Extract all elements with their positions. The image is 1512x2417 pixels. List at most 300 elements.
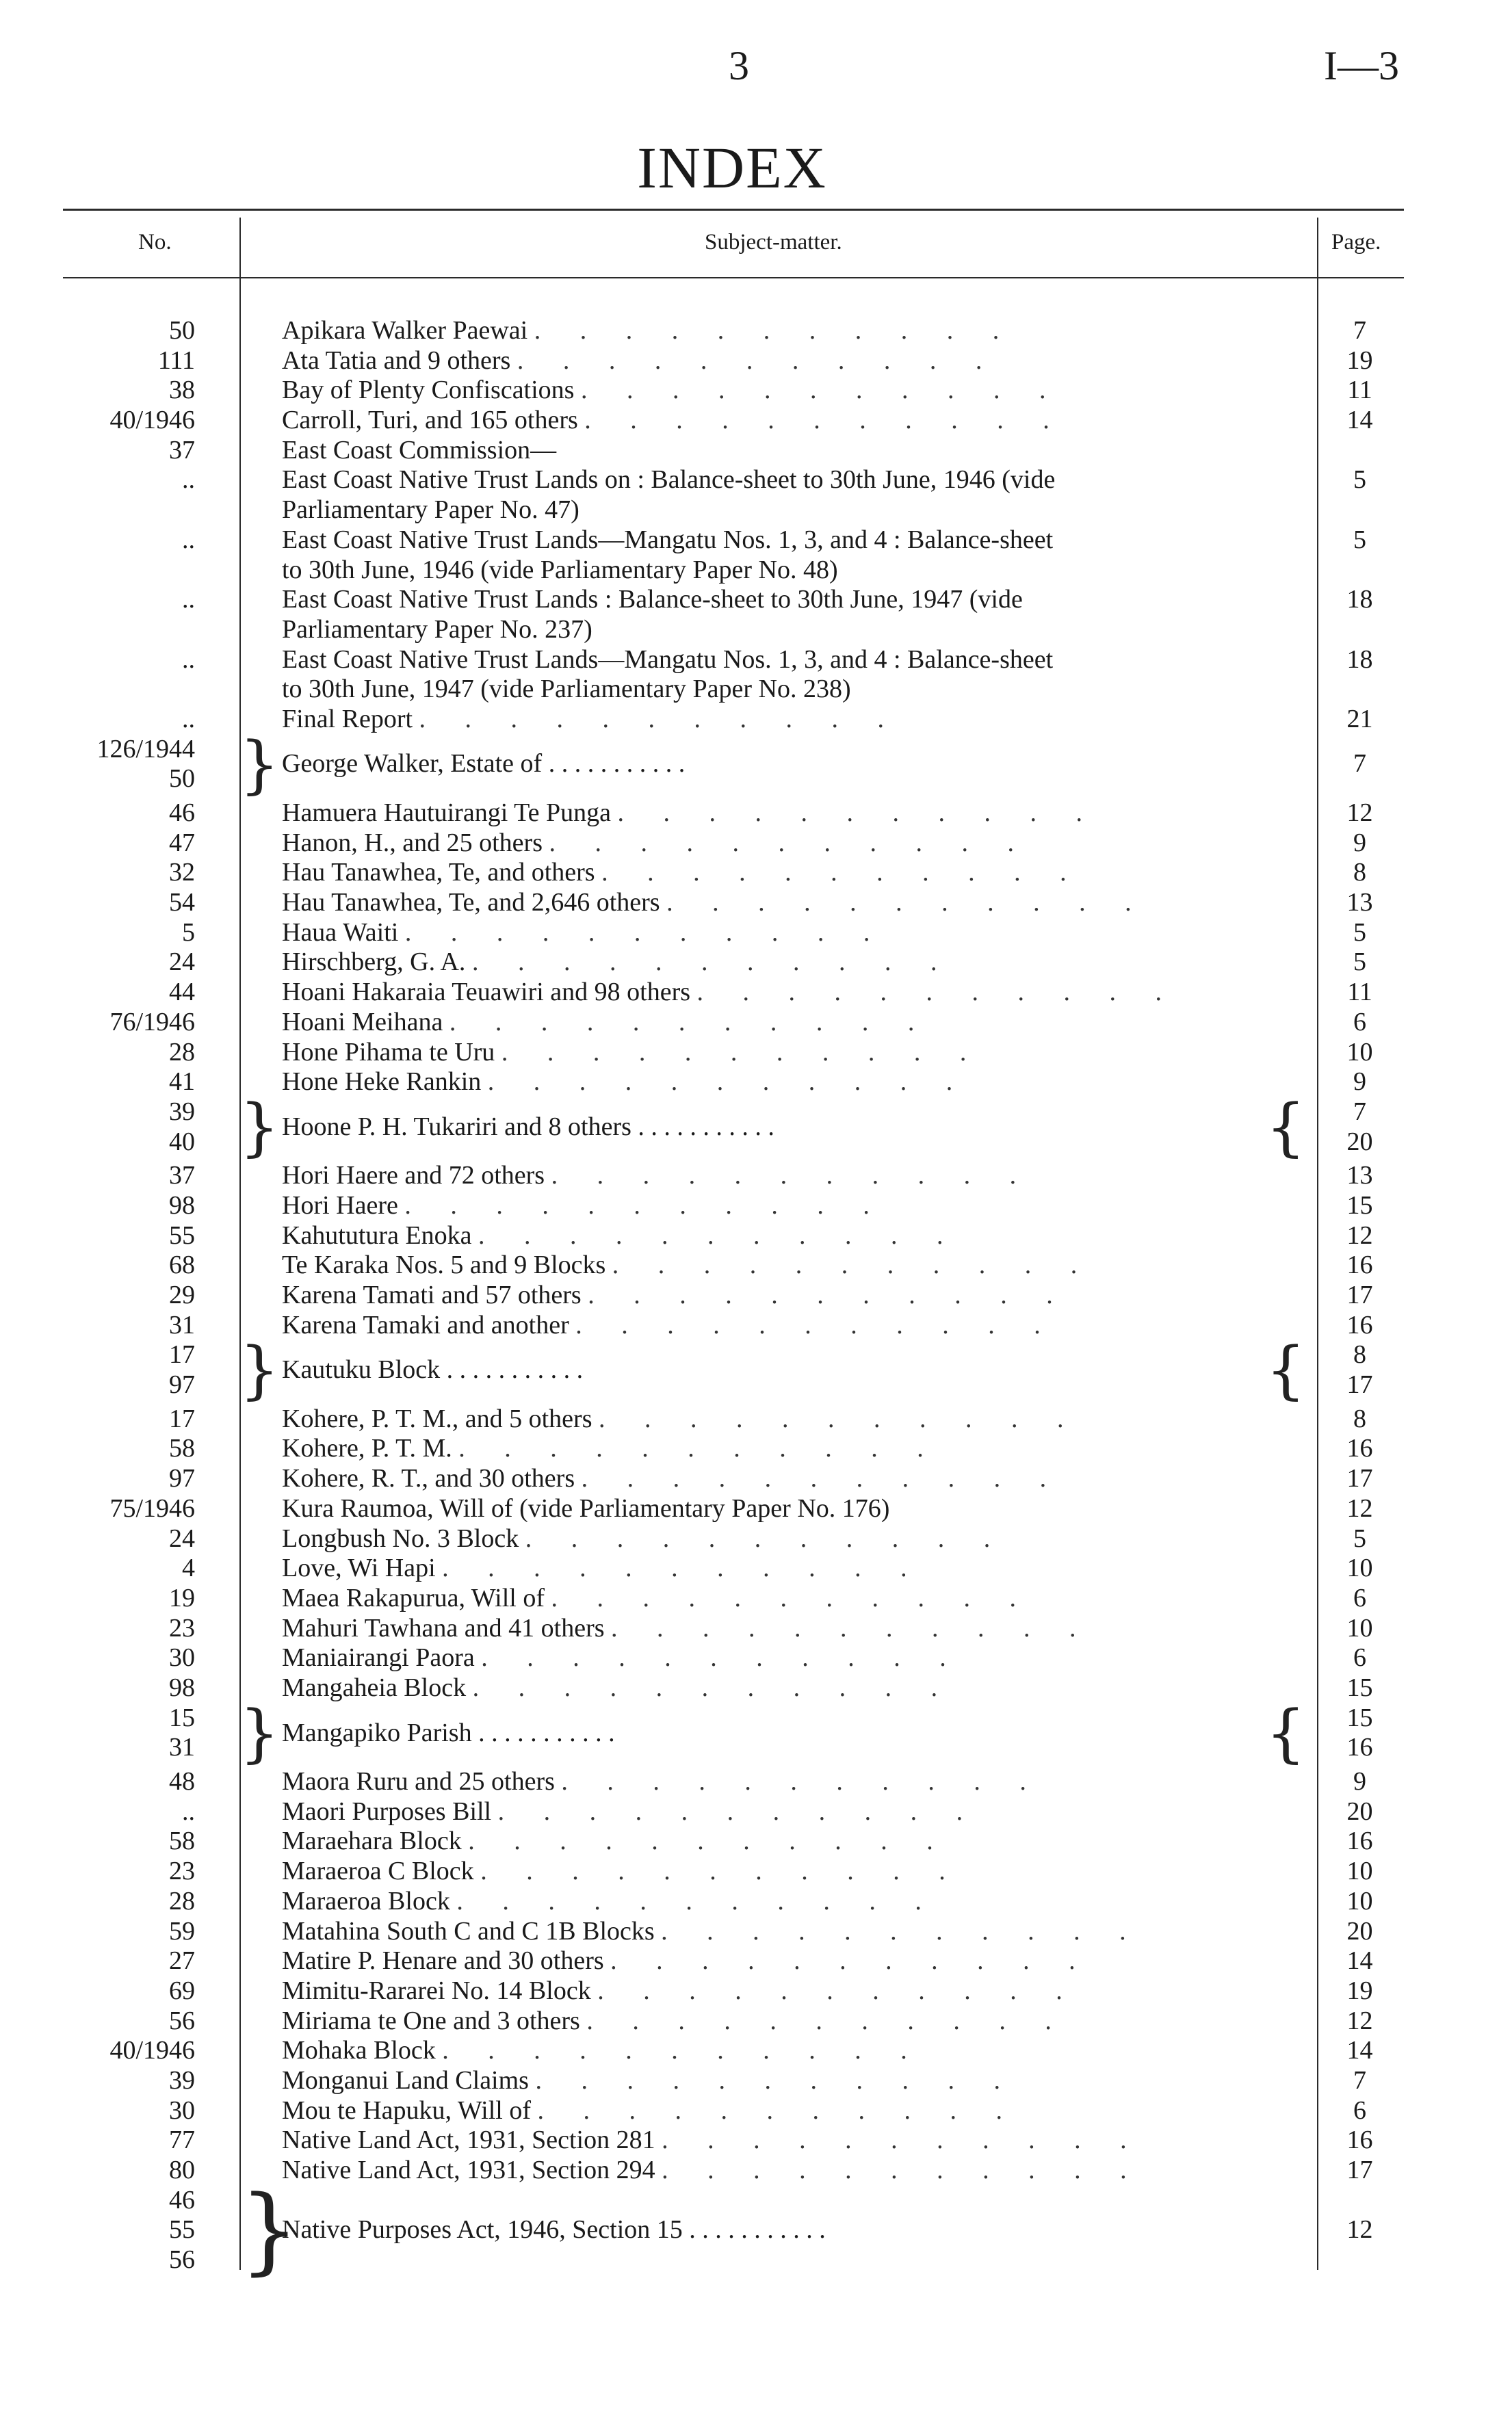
entry-subject-text: Maraehara Block (282, 1827, 462, 1856)
entry-subject (282, 918, 1301, 948)
entry-page: 7 (1353, 1097, 1366, 1126)
index-row (0, 495, 1512, 525)
entry-number: 44 (169, 978, 195, 1007)
entry-number: 17 (169, 1340, 195, 1370)
dot-leader: . . . . . . . . . . . (689, 2215, 826, 2245)
dot-leader: . . . . . . . . . . . (501, 1037, 983, 1067)
entry-subject (282, 1112, 774, 1142)
entry-subject-text: East Coast Native Trust Lands on : Balance-sheet to 30th June, 1946 (vide (282, 465, 1056, 495)
entry-page: 11 (1347, 978, 1372, 1007)
entry-subject (282, 1584, 1301, 1614)
entry-number: 50 (169, 764, 195, 794)
entry-number: .. (182, 585, 195, 614)
dot-leader: . . . . . . . . . . . (449, 1007, 931, 1036)
entry-number: 31 (169, 1733, 195, 1762)
entry-number: 37 (169, 1161, 195, 1190)
entry-number: 80 (169, 2156, 195, 2184)
entry-page: 19 (1346, 1976, 1373, 2005)
bracketed-entry (0, 727, 1512, 801)
entry-subject (282, 376, 1301, 406)
index-row (0, 585, 1512, 615)
entry-number: 98 (169, 1673, 195, 1702)
entry-subject-text: Haua Waiti (282, 917, 399, 947)
entry-page: 5 (1353, 948, 1366, 977)
header-rule-top (63, 209, 1404, 211)
entry-subject (282, 1008, 1301, 1038)
entry-subject-text: Monganui Land Claims (282, 2065, 529, 2095)
entry-subject (282, 1673, 1301, 1703)
index-row (0, 1434, 1512, 1464)
index-row (0, 556, 1512, 586)
entry-subject-text: Hoani Hakaraia Teuawiri and 98 others (282, 978, 691, 1007)
entry-number: 38 (169, 376, 195, 405)
dot-leader: . . . . . . . . . . . (404, 1190, 886, 1220)
entry-pages (1320, 1097, 1399, 1157)
entry-subject-text: Matahina South C and C 1B Blocks (282, 1916, 655, 1946)
entry-subject-text: East Coast Native Trust Lands—Mangatu Nos. 1, 3, and 4 : Balance-sheet (282, 644, 1054, 674)
dot-leader: . . . . . . . . . . . (478, 1718, 615, 1747)
dot-leader: . . . . . . . . . . . (468, 1827, 950, 1856)
dot-leader: . . . . . . . . . . . (588, 1281, 1069, 1310)
entry-subject-text: Hoani Meihana (282, 1007, 443, 1036)
entry-number: 75/1946 (109, 1493, 195, 1523)
bracketed-entry (0, 1333, 1512, 1407)
entry-numbers (96, 735, 195, 794)
entry-page: 7 (1353, 2065, 1366, 2095)
dot-leader: . . . . . . . . . . . (612, 1251, 1094, 1280)
entry-number: 76/1946 (109, 1007, 195, 1036)
entry-subject-text: Maraeroa C Block (282, 1857, 474, 1886)
index-row (0, 888, 1512, 918)
dot-leader: . . . . . . . . . . . (581, 1464, 1063, 1493)
entry-subject-text: East Coast Commission— (282, 435, 557, 465)
column-header-page: Page. (1331, 230, 1381, 254)
entry-subject (282, 2007, 1301, 2037)
entry-subject-text: Hone Pihama te Uru (282, 1037, 495, 1067)
index-row (0, 1221, 1512, 1251)
entry-subject (282, 1464, 1301, 1494)
entry-page: 12 (1346, 2006, 1373, 2035)
entry-number: .. (182, 1797, 195, 1826)
dot-leader: . . . . . . . . . . . (480, 1857, 962, 1886)
entry-page: 15 (1346, 1190, 1373, 1220)
entry-number: 23 (169, 1613, 195, 1643)
entry-numbers (169, 2186, 195, 2275)
entry-subject (282, 1405, 1301, 1435)
entry-number: 29 (169, 1281, 195, 1310)
dot-leader: . . . . . . . . . . . (597, 1976, 1079, 2005)
entry-page: 10 (1346, 1554, 1373, 1583)
entry-subject-text: Kohere, P. T. M. (282, 1434, 452, 1463)
entry-subject-text: Hoone P. H. Tukariri and 8 others (282, 1112, 631, 1141)
right-brace: { (1266, 1090, 1306, 1164)
entry-subject (282, 1946, 1301, 1976)
entry-subject (282, 406, 1301, 436)
entry-number: 126/1944 (96, 734, 195, 763)
entry-subject (282, 2036, 1301, 2066)
entry-page: 20 (1346, 1797, 1373, 1826)
left-brace: } (239, 1696, 280, 1770)
dot-leader: . . . . . . . . . . . (517, 345, 999, 375)
entry-number: 30 (169, 1643, 195, 1673)
index-row (0, 2156, 1512, 2186)
dot-leader: . . . . . . . . . . . (487, 1067, 969, 1097)
entry-number: 54 (169, 888, 195, 917)
entry-subject (282, 1067, 1301, 1097)
index-row (0, 858, 1512, 888)
entry-subject-text: Ata Tatia and 9 others (282, 345, 511, 375)
entry-page: 20 (1346, 1127, 1373, 1156)
dot-leader: . . . . . . . . . . . (617, 798, 1099, 828)
entry-page: 12 (1346, 2215, 1373, 2245)
dot-leader: . . . . . . . . . . . (601, 858, 1083, 887)
entry-subject (282, 749, 685, 779)
entry-number: 40 (169, 1127, 195, 1156)
entry-subject-text: Maraeroa Block (282, 1886, 450, 1916)
entry-number: 5 (182, 917, 195, 947)
entry-number: 19 (169, 1583, 195, 1612)
dot-leader: . . . . . . . . . . . (661, 1916, 1143, 1946)
entry-subject (282, 1251, 1301, 1281)
index-row (0, 316, 1512, 346)
entry-page: 10 (1346, 1857, 1373, 1886)
index-row (0, 2036, 1512, 2066)
dot-leader: . . . . . . . . . . . (478, 1220, 960, 1250)
index-row (0, 1464, 1512, 1494)
bracketed-entry (0, 1696, 1512, 1770)
entry-subject-text: Mangapiko Parish (282, 1718, 472, 1747)
entry-subject-text: Te Karaka Nos. 5 and 9 Blocks (282, 1251, 606, 1280)
entry-number: 48 (169, 1767, 195, 1797)
entry-number: .. (182, 465, 195, 495)
entry-page: 14 (1346, 2036, 1373, 2065)
entry-number: 39 (169, 1097, 195, 1126)
entry-number: 24 (169, 1524, 195, 1553)
index-row (0, 1251, 1512, 1281)
entry-page: 5 (1353, 465, 1366, 495)
entry-page: 10 (1346, 1886, 1373, 1916)
index-row (0, 1857, 1512, 1887)
entry-subject-text: Kohere, R. T., and 30 others (282, 1464, 575, 1493)
dot-leader: . . . . . . . . . . . (419, 704, 901, 733)
entry-subject-text: Kahututura Enoka (282, 1220, 472, 1250)
entry-numbers (169, 1703, 195, 1763)
entry-number: .. (182, 644, 195, 674)
entry-subject-text: Parliamentary Paper No. 47) (282, 495, 579, 525)
entry-page: 12 (1346, 1493, 1373, 1523)
entry-page: 15 (1346, 1703, 1373, 1732)
entry-page: 8 (1353, 1340, 1366, 1370)
dot-leader: . . . . . . . . . . . (575, 1310, 1057, 1340)
entry-number: 28 (169, 1886, 195, 1916)
index-row (0, 1643, 1512, 1673)
entry-page: 8 (1353, 858, 1366, 887)
entry-subject-text: Bay of Plenty Confiscations (282, 376, 575, 405)
entry-page: 16 (1346, 1733, 1373, 1762)
dot-leader: . . . . . . . . . . . (638, 1112, 774, 1141)
entry-subject-text: Native Purposes Act, 1946, Section 15 (282, 2215, 683, 2245)
entry-subject-text: Hirschberg, G. A. (282, 948, 466, 977)
entry-page: 6 (1353, 1007, 1366, 1036)
dot-leader: . . . . . . . . . . . (611, 1613, 1093, 1643)
index-row (0, 436, 1512, 466)
entry-subject (282, 1857, 1301, 1887)
entry-subject (282, 705, 1301, 735)
entry-page: 12 (1346, 798, 1373, 828)
entry-page: 16 (1346, 1310, 1373, 1340)
entry-number: 39 (169, 2065, 195, 2095)
index-row (0, 2096, 1512, 2126)
left-brace: } (239, 727, 280, 801)
entry-subject (282, 346, 1301, 376)
entry-page: 9 (1353, 1067, 1366, 1097)
entry-subject (282, 1554, 1301, 1584)
entry-subject (282, 1161, 1301, 1191)
entry-subject (282, 1434, 1301, 1464)
dot-leader: . . . . . . . . . . . (446, 1355, 584, 1385)
entry-number: 27 (169, 1946, 195, 1976)
entry-subject-text: East Coast Native Trust Lands—Mangatu Nos. 1, 3, and 4 : Balance-sheet (282, 525, 1054, 554)
entry-page: 17 (1346, 1370, 1373, 1400)
entry-page: 11 (1347, 376, 1372, 405)
entry-number: 68 (169, 1251, 195, 1280)
dot-leader: . . . . . . . . . . . (525, 1524, 1007, 1553)
entry-subject (282, 1767, 1301, 1797)
entry-subject (282, 436, 1301, 466)
left-brace: } (239, 1333, 280, 1407)
dot-leader: . . . . . . . . . . . (551, 1583, 1032, 1612)
dot-leader: . . . . . . . . . . . (584, 406, 1066, 435)
dot-leader: . . . . . . . . . . . (456, 1886, 938, 1916)
bracketed-entry (0, 2175, 1512, 2285)
dot-leader: . . . . . . . . . . . (548, 749, 686, 779)
index-row (0, 1161, 1512, 1191)
entry-page: 10 (1346, 1613, 1373, 1643)
entry-subject-text: Mangaheia Block (282, 1673, 467, 1702)
entry-number: 69 (169, 1976, 195, 2005)
entry-page: 16 (1346, 2126, 1373, 2155)
index-row (0, 2066, 1512, 2096)
index-row (0, 1827, 1512, 1857)
entry-subject (282, 465, 1301, 495)
entry-subject (282, 1221, 1301, 1251)
entry-subject-text: Kohere, P. T. M., and 5 others (282, 1404, 592, 1433)
entry-page: 5 (1353, 1524, 1366, 1553)
entry-number: 40/1946 (109, 406, 195, 435)
dot-leader: . . . . . . . . . . . (580, 376, 1063, 405)
entry-subject-text: Final Report (282, 704, 413, 733)
entry-page: 10 (1346, 1037, 1373, 1067)
entry-page: 16 (1346, 1827, 1373, 1856)
dot-leader: . . . . . . . . . . . (610, 1946, 1092, 1976)
entry-subject-text: Maniairangi Paora (282, 1643, 475, 1673)
entry-number: .. (182, 525, 195, 554)
entry-subject (282, 888, 1301, 918)
index-row (0, 1281, 1512, 1311)
index-row (0, 2126, 1512, 2156)
index-row (0, 798, 1512, 828)
entry-subject (282, 1976, 1301, 2007)
entry-page: 17 (1346, 2156, 1373, 2184)
index-row (0, 675, 1512, 705)
entry-subject-text: Kura Raumoa, Will of (vide Parliamentary Paper No. 176) (282, 1493, 890, 1523)
entry-subject-text: Hone Heke Rankin (282, 1067, 482, 1097)
dot-leader: . . . . . . . . . . . (696, 978, 1179, 1007)
index-row (0, 1494, 1512, 1524)
entry-subject-text: Apikara Walker Paewai (282, 316, 528, 345)
entry-number: 17 (169, 1404, 195, 1433)
dot-leader: . . . . . . . . . . . (472, 1673, 954, 1702)
entry-page: 14 (1346, 406, 1373, 435)
entry-subject-text: George Walker, Estate of (282, 749, 543, 779)
entry-number: 15 (169, 1703, 195, 1732)
entry-subject-text: Parliamentary Paper No. 237) (282, 614, 592, 644)
entry-subject (282, 828, 1301, 859)
entry-page: 16 (1346, 1251, 1373, 1280)
entry-subject (282, 1191, 1301, 1221)
column-header-no: No. (138, 230, 172, 254)
entry-subject-text: Miriama te One and 3 others (282, 2006, 580, 2035)
dot-leader: . . . . . . . . . . . (666, 888, 1148, 917)
dot-leader: . . . . . . . . . . . (442, 1554, 924, 1583)
entry-subject (282, 585, 1301, 615)
entry-numbers (169, 1340, 195, 1400)
dot-leader: . . . . . . . . . . . (561, 1767, 1043, 1797)
entry-number: 111 (157, 345, 195, 375)
dot-leader: . . . . . . . . . . . (497, 1797, 980, 1826)
entry-subject-text: Longbush No. 3 Block (282, 1524, 519, 1553)
entry-number: 97 (169, 1464, 195, 1493)
entry-number: 40/1946 (109, 2036, 195, 2065)
index-row (0, 406, 1512, 436)
dot-leader: . . . . . . . . . . . (471, 948, 954, 977)
index-row (0, 1524, 1512, 1554)
entry-page: 7 (1353, 316, 1366, 345)
entry-subject (282, 316, 1301, 346)
index-row (0, 615, 1512, 645)
entry-page: 6 (1353, 1583, 1366, 1612)
entry-subject (282, 525, 1301, 556)
entry-number: 28 (169, 1037, 195, 1067)
entry-number: 58 (169, 1434, 195, 1463)
index-row (0, 525, 1512, 556)
entry-subject-text: Mimitu-Rararei No. 14 Block (282, 1976, 591, 2005)
entry-numbers (169, 1097, 195, 1157)
index-row (0, 1797, 1512, 1827)
index-row (0, 1191, 1512, 1221)
dot-leader: . . . . . . . . . . . (442, 2036, 924, 2065)
index-row (0, 1946, 1512, 1976)
entry-subject-text: Hori Haere (282, 1190, 398, 1220)
entry-subject-text: Mahuri Tawhana and 41 others (282, 1613, 605, 1643)
entry-subject-text: Matire P. Henare and 30 others (282, 1946, 604, 1976)
entry-subject (282, 2156, 1301, 2186)
dot-leader: . . . . . . . . . . . (458, 1434, 940, 1463)
entry-subject (282, 1614, 1301, 1644)
index-row (0, 1614, 1512, 1644)
entry-number: 58 (169, 1827, 195, 1856)
entry-page: 18 (1346, 644, 1373, 674)
page-title: INDEX (637, 135, 827, 200)
entry-page: 7 (1353, 749, 1366, 779)
entry-page: 19 (1346, 345, 1373, 375)
index-row (0, 828, 1512, 859)
entry-subject-text: Native Land Act, 1931, Section 281 (282, 2126, 655, 2155)
entry-number: 97 (169, 1370, 195, 1400)
entry-subject-text: Karena Tamati and 57 others (282, 1281, 582, 1310)
entry-subject-text: Hau Tanawhea, Te, and others (282, 858, 595, 887)
index-row (0, 1887, 1512, 1917)
index-row (0, 1767, 1512, 1797)
entry-subject (282, 1643, 1301, 1673)
column-header-subject: Subject-matter. (705, 230, 842, 254)
header-rule-bottom (63, 277, 1404, 278)
entry-subject (282, 1887, 1301, 1917)
entry-subject-text: Kautuku Block (282, 1355, 441, 1385)
entry-subject-text: Love, Wi Hapi (282, 1554, 436, 1583)
entry-subject-text: Hanon, H., and 25 others (282, 828, 543, 857)
entry-subject (282, 858, 1301, 888)
entry-subject-text: Mohaka Block (282, 2036, 436, 2065)
entry-page: 16 (1346, 1434, 1373, 1463)
index-row (0, 948, 1512, 978)
entry-subject-text: Carroll, Turi, and 165 others (282, 406, 578, 435)
dot-leader: . . . . . . . . . . . (662, 2156, 1143, 2184)
entry-number: 55 (169, 1220, 195, 1250)
entry-number: 4 (182, 1554, 195, 1583)
entry-page: 18 (1346, 585, 1373, 614)
dot-leader: . . . . . . . . . . . (537, 2095, 1019, 2125)
entry-subject (282, 1281, 1301, 1311)
index-row (0, 705, 1512, 735)
entry-number: 31 (169, 1310, 195, 1340)
entry-number: 56 (169, 2245, 195, 2275)
entry-subject (282, 645, 1301, 675)
entry-subject-text: Mou te Hapuku, Will of (282, 2095, 532, 2125)
entry-subject-text: to 30th June, 1946 (vide Parliamentary Paper No. 48) (282, 555, 838, 584)
page-code: I—3 (1324, 43, 1399, 88)
entry-number: 37 (169, 435, 195, 465)
entry-page: 9 (1353, 828, 1366, 857)
entry-subject (282, 1524, 1301, 1554)
entry-pages (1320, 1340, 1399, 1400)
index-row (0, 645, 1512, 675)
entry-page: 6 (1353, 2095, 1366, 2125)
entry-number: 50 (169, 316, 195, 345)
entry-page: 14 (1346, 1946, 1373, 1976)
page-number: 3 (729, 43, 749, 88)
dot-leader: . . . . . . . . . . . (662, 2126, 1143, 2155)
entry-subject (282, 615, 1301, 645)
index-row (0, 1976, 1512, 2007)
index-row (0, 918, 1512, 948)
entry-number: 30 (169, 2095, 195, 2125)
entry-number: 46 (169, 2185, 195, 2215)
entry-subject (282, 2066, 1301, 2096)
entry-number: 32 (169, 858, 195, 887)
entry-subject-text: Hamuera Hautuirangi Te Punga (282, 798, 611, 828)
entry-subject-text: East Coast Native Trust Lands : Balance-sheet to 30th June, 1947 (vide (282, 585, 1023, 614)
entry-subject (282, 2215, 826, 2245)
dot-leader: . . . . . . . . . . . (598, 1404, 1080, 1433)
entry-subject-text: to 30th June, 1947 (vide Parliamentary Paper No. 238) (282, 675, 851, 704)
entry-subject-text: Maora Ruru and 25 others (282, 1767, 555, 1797)
entry-page: 21 (1346, 704, 1373, 733)
entry-number: 77 (169, 2126, 195, 2155)
dot-leader: . . . . . . . . . . . (586, 2006, 1068, 2035)
entry-page: 8 (1353, 1404, 1366, 1433)
entry-page: 5 (1353, 917, 1366, 947)
